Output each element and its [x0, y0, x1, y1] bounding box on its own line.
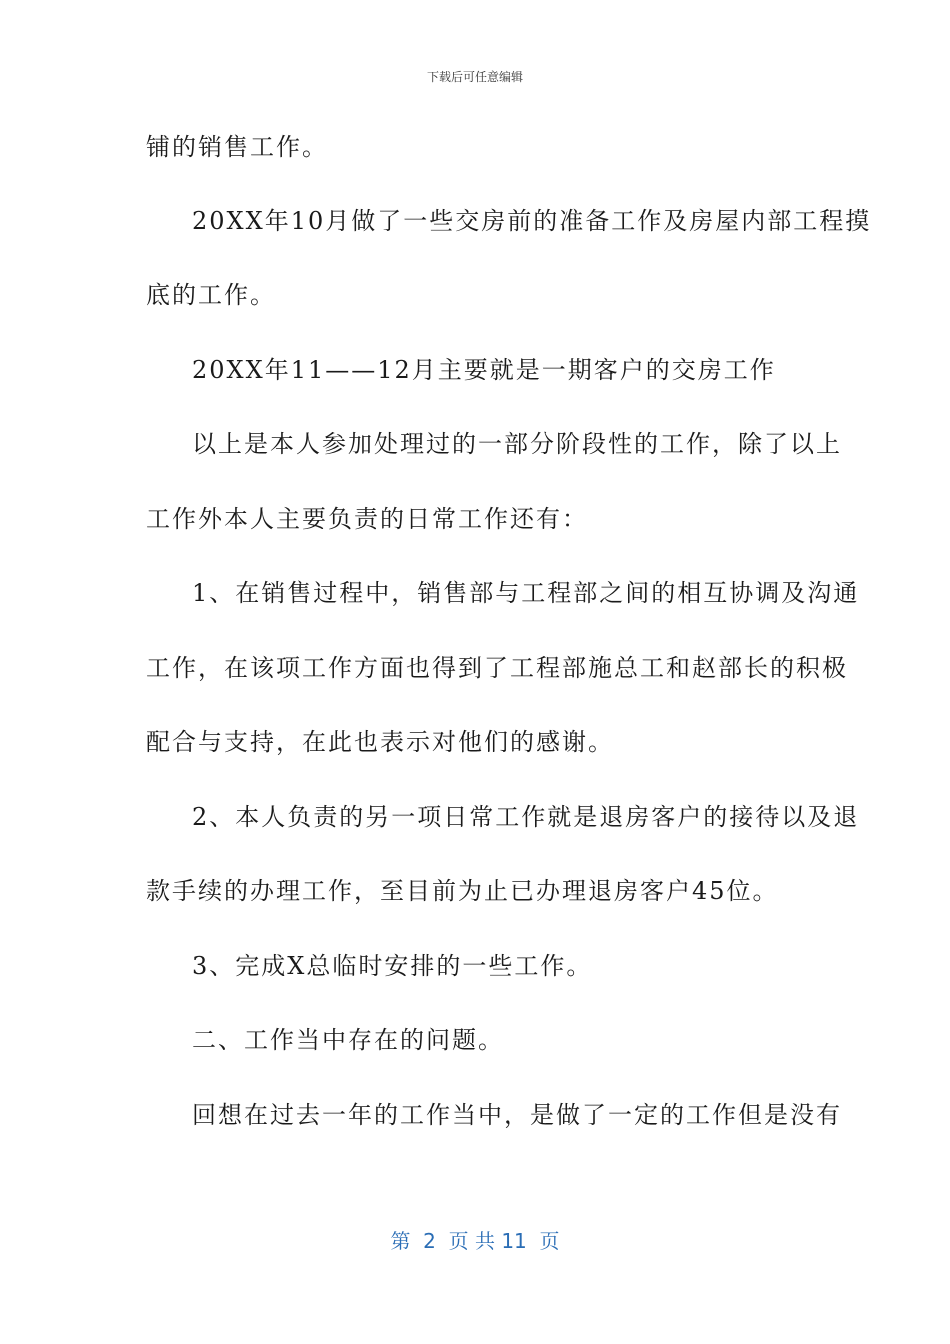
page-number-footer: 第 2 页 共 11 页	[390, 1229, 560, 1253]
text-line: 工作外本人主要负责的日常工作还有：	[146, 505, 588, 533]
text-line: 以上是本人参加处理过的一部分阶段性的工作，除了以上	[192, 430, 842, 458]
text-line: 底的工作。	[146, 281, 276, 309]
text-line: 铺的销售工作。	[146, 133, 328, 161]
text-line: 工作，在该项工作方面也得到了工程部施总工和赵部长的积极	[146, 654, 848, 682]
page-header: 下载后可任意编辑	[426, 70, 523, 84]
text-line: 二、工作当中存在的问题。	[192, 1026, 504, 1054]
text-line: 1、在销售过程中，销售部与工程部之间的相互协调及沟通	[192, 579, 860, 607]
text-line: 3、完成X总临时安排的一些工作。	[192, 952, 593, 980]
text-line: 20XX年11——12月主要就是一期客户的交房工作	[192, 356, 776, 384]
text-line: 回想在过去一年的工作当中，是做了一定的工作但是没有	[192, 1101, 842, 1129]
text-line: 2、本人负责的另一项日常工作就是退房客户的接待以及退	[192, 803, 860, 831]
text-line: 20XX年10月做了一些交房前的准备工作及房屋内部工程摸	[192, 207, 872, 235]
text-line: 款手续的办理工作，至目前为止已办理退房客户45位。	[146, 877, 779, 905]
text-line: 配合与支持，在此也表示对他们的感谢。	[146, 728, 614, 756]
